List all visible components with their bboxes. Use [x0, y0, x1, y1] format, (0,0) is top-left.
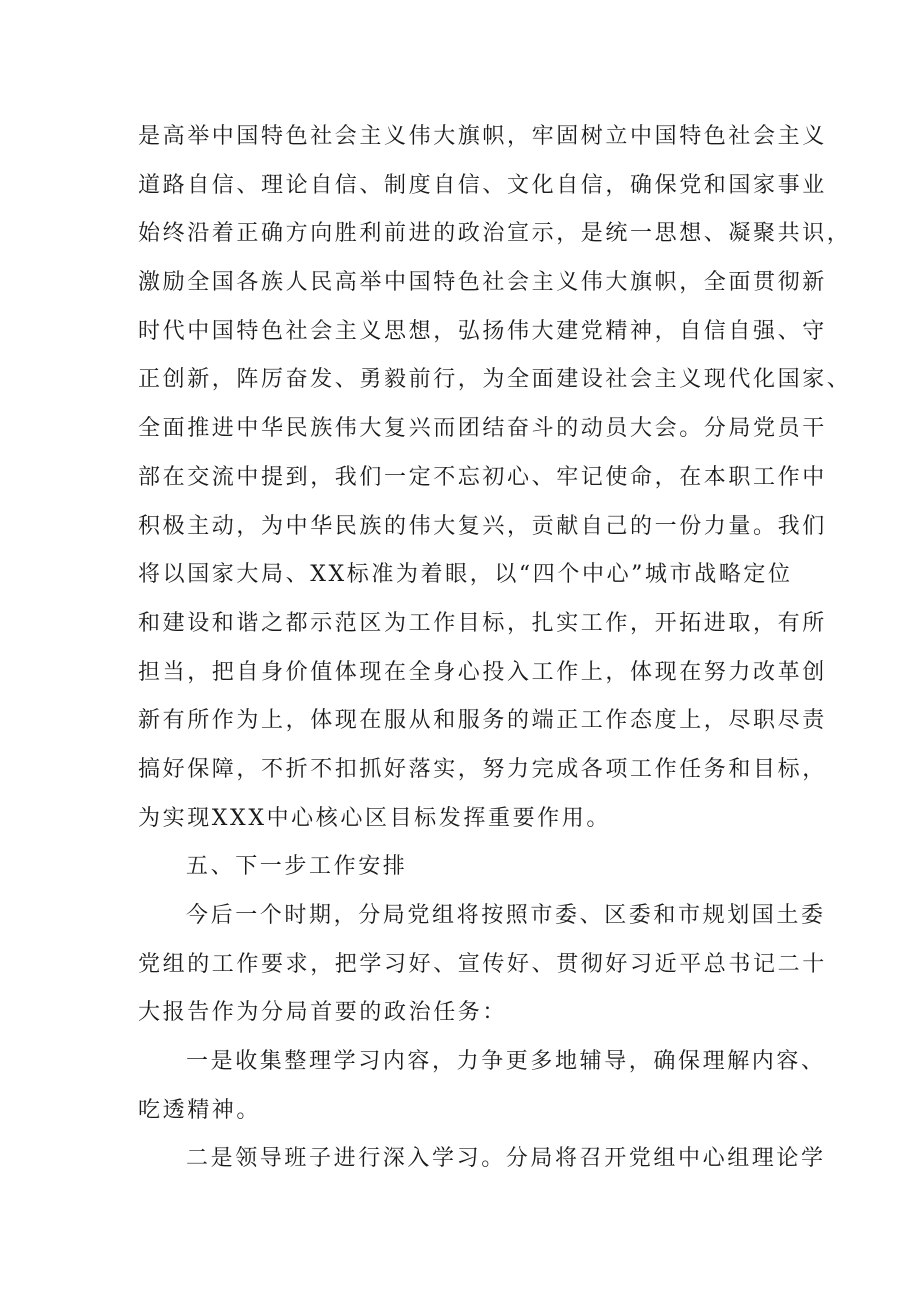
body-text	[138, 113, 852, 1184]
text-line: 时代中国特色社会主义思想，弘扬伟大建党精神，自信自强、守	[138, 318, 827, 344]
text-line: 全面推进中华民族伟大复兴而团结奋斗的动员大会。分局党员干	[138, 416, 827, 442]
text-line: 吃透精神。	[138, 1097, 262, 1123]
text-line: 道路自信、理论自信、制度自信、文化自信，确保党和国家事业	[138, 172, 827, 198]
paragraph-first-line: 今后一个时期，分局党组将按照市委、区委和市规划国土委	[186, 903, 826, 928]
text-line: 始终沿着正确方向胜利前进的政治宣示，是统一思想、凝聚共识，	[138, 221, 852, 247]
text-line: 积极主动，为中华民族的伟大复兴，贡献自己的一份力量。我们	[138, 513, 827, 539]
paragraph-first-line: 二是领导班子进行深入学习。分局将召开党组中心组理论学	[186, 1146, 826, 1172]
text-line: 担当，把自身价值体现在全身心投入工作上，体现在努力改革创	[138, 659, 827, 685]
paragraph-first-line: 五、下一步工作安排	[186, 854, 408, 880]
text-line: 部在交流中提到，我们一定不忘初心、牢记使命，在本职工作中	[138, 464, 827, 490]
text-line: 为实现XXX中心核心区目标发挥重要作用。	[138, 805, 611, 831]
text-line: 党组的工作要求，把学习好、宣传好、贯彻好习近平总书记二十	[138, 951, 827, 977]
text-line: 搞好保障，不折不扣抓好落实，努力完成各项工作任务和目标，	[138, 756, 827, 782]
text-line: 激励全国各族人民高举中国特色社会主义伟大旗帜，全面贯彻新	[138, 270, 827, 296]
text-line: 和建设和谐之都示范区为工作目标，扎实工作，开拓进取，有所	[138, 610, 827, 636]
text-line: 将以国家大局、XX标准为着眼，以“四个中心”城市战略定位	[138, 562, 793, 588]
text-line: 新有所作为上，体现在服从和服务的端正工作态度上，尽职尽责	[138, 708, 827, 734]
paragraph-first-line: 一是收集整理学习内容，力争更多地辅导，确保理解内容、	[186, 1049, 826, 1075]
text-line: 是高举中国特色社会主义伟大旗帜，牢固树立中国特色社会主义	[138, 124, 827, 149]
text-line: 大报告作为分局首要的政治任务：	[138, 1000, 508, 1026]
text-line: 正创新，阵厉奋发、勇毅前行，为全面建设社会主义现代化国家、	[138, 367, 852, 393]
